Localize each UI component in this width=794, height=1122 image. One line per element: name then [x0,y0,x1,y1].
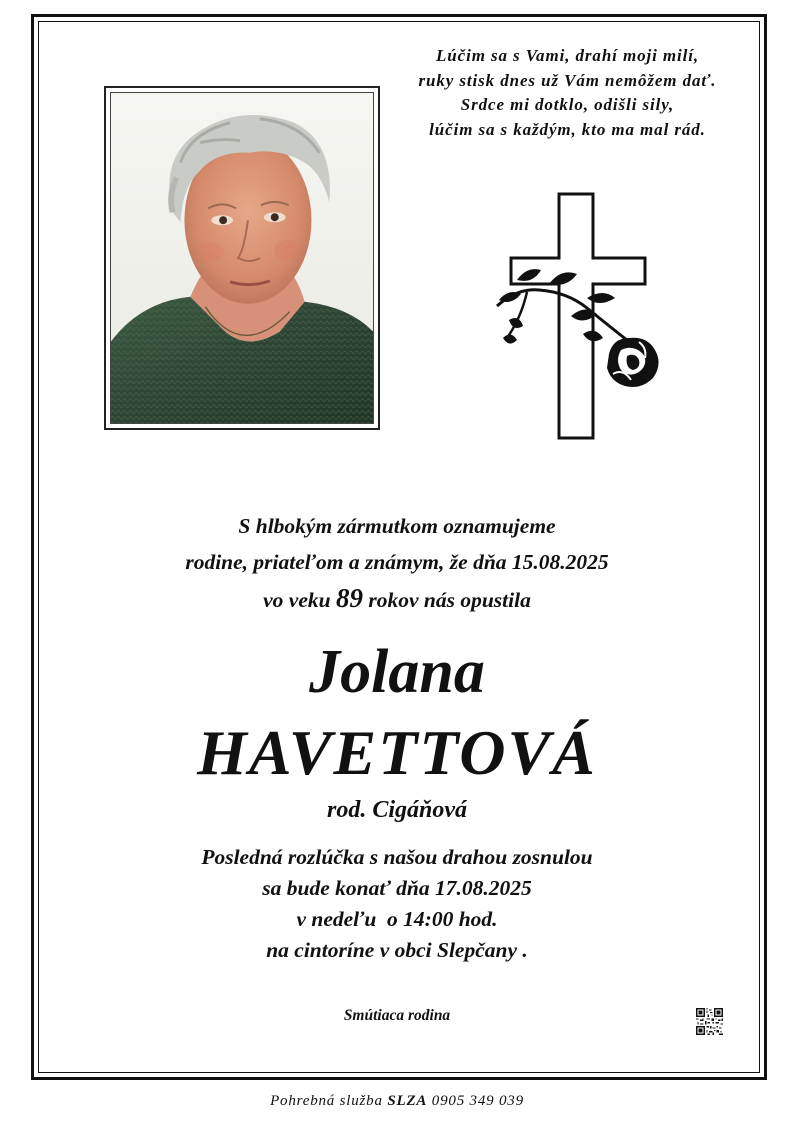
funeral-line: na cintoríne v obci Slepčany . [266,938,528,962]
announcement-text: vo veku [263,588,331,612]
footer-phone: 0905 349 039 [431,1093,524,1109]
death-announcement [60,508,734,618]
funeral-details [60,842,734,966]
first-name: Jolana [309,638,485,706]
signature: Smútiaca rodina [343,1007,451,1024]
maiden-name: rod. Cigáňová [326,797,467,823]
portrait-photo [104,86,380,430]
poem-line: ruky stisk dnes už Vám nemôžem dať. [418,70,717,90]
footer-prefix: Pohrebná služba [270,1093,383,1109]
funeral-service-footer [60,1089,734,1113]
farewell-poem [395,44,740,142]
poem-line: lúčim sa s každým, kto ma mal rád. [429,119,706,139]
poem-line: Lúčim sa s Vami, drahí moji milí, [435,46,700,65]
cross-with-rose-icon [487,188,667,444]
qr-code-icon[interactable] [696,1008,723,1035]
funeral-line: Posledná rozlúčka s našou drahou zosnulou [201,845,593,869]
announcement-line: rodine, priateľom a známym, že dňa 15.08.2025 [185,550,609,574]
announcement-text: rokov nás opustila [368,588,531,612]
footer-brand: SLZA [387,1093,428,1109]
surname: HAVETTOVÁ [197,717,597,788]
announcement-line: S hlbokým zármutkom oznamujeme [238,514,556,538]
announcement-line-age [60,580,734,618]
funeral-line: sa bude konať dňa 17.08.2025 [262,876,532,900]
poem-line: Srdce mi dotklo, odišli sily, [460,95,675,114]
funeral-line: v nedeľu o 14:00 hod. [296,907,498,931]
age-value: 89 [335,583,363,613]
